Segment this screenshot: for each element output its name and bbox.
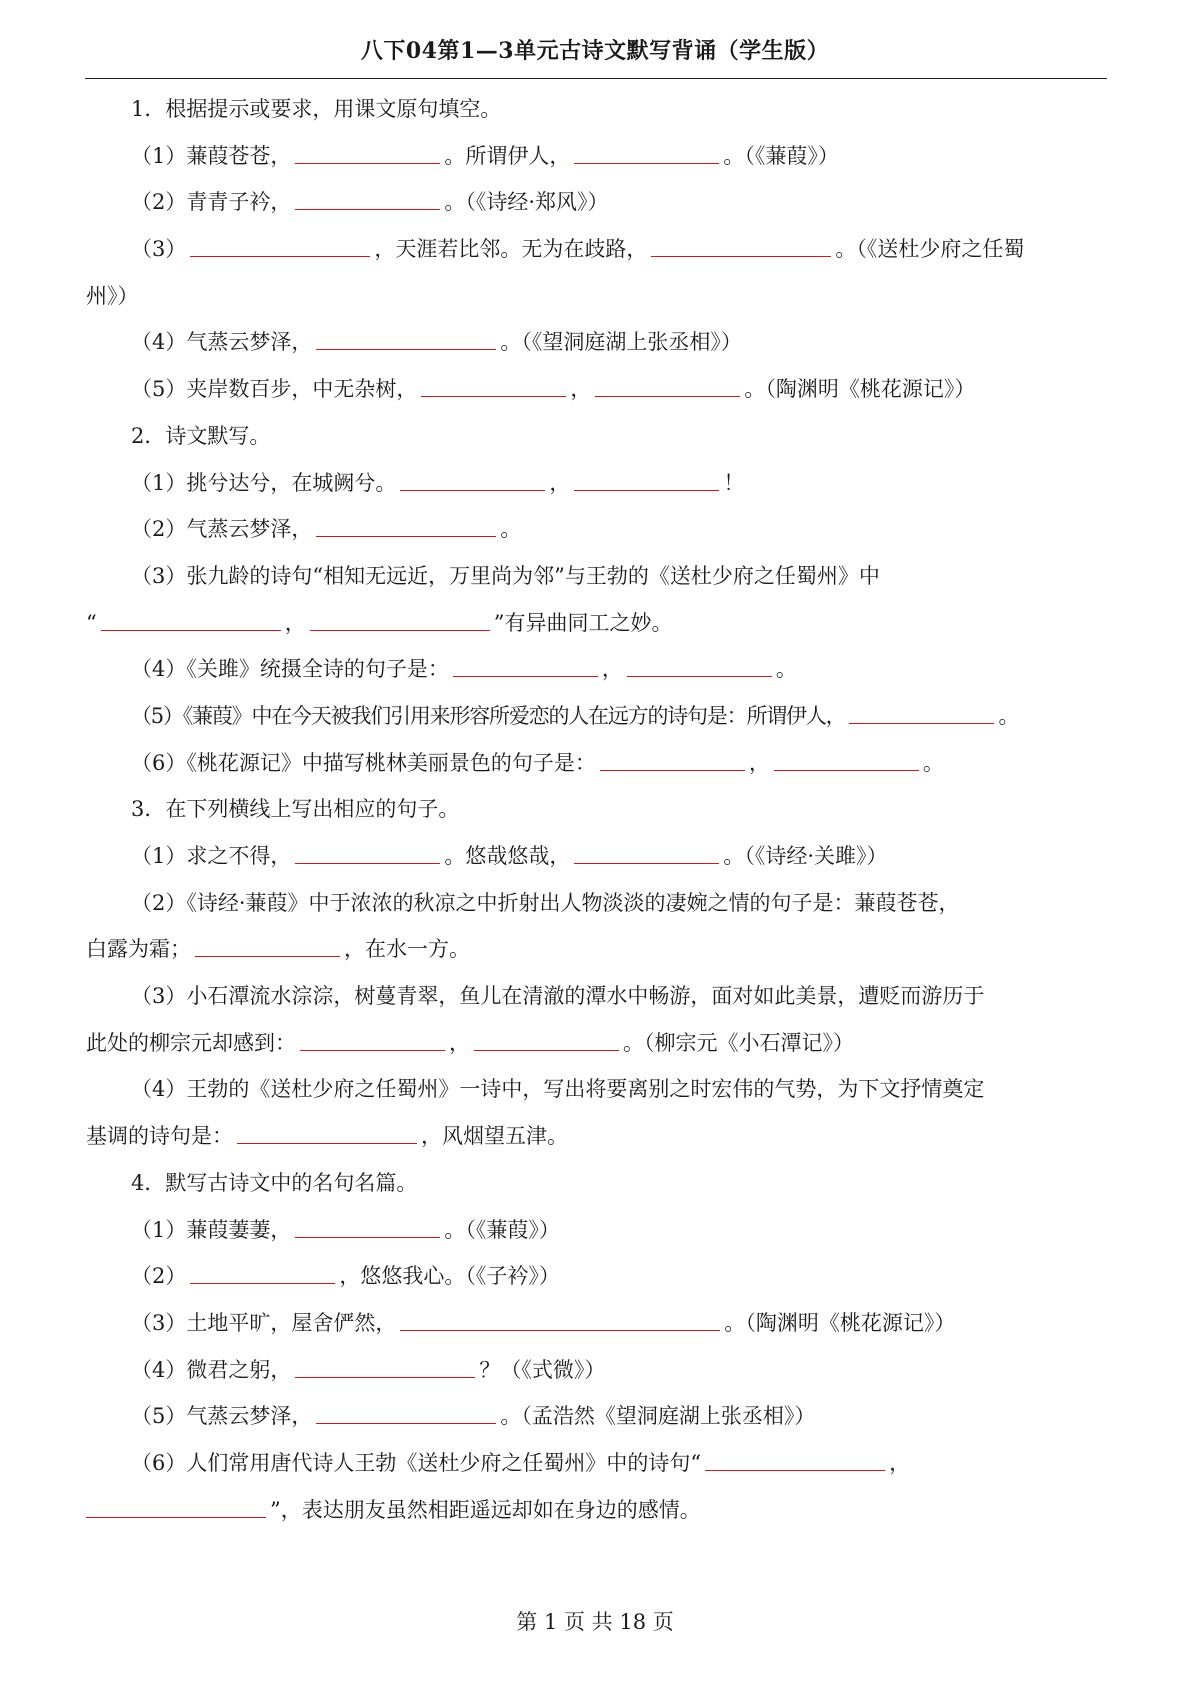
answer-blank[interactable] — [300, 1028, 445, 1051]
q2-item-3: （3）张九龄的诗句“相知无远近，万里尚为邻”与王勃的《送杜少府之任蜀州》中 — [131, 563, 880, 588]
q2-item-6: （6）《桃花源记》中描写桃林美丽景色的句子是： ， 。 — [86, 740, 1108, 787]
q3-item-3-continued: 此处的柳宗元却感到： ， 。（柳宗元《小石潭记》） — [86, 1020, 1108, 1067]
q4-item-2: （2） ，悠悠我心。（《子衿》） — [86, 1253, 1108, 1300]
answer-blank[interactable] — [574, 141, 719, 164]
q3-item-3: （3）小石潭流水淙淙，树蔓青翠，鱼儿在清澈的潭水中畅游，面对如此美景，遭贬而游历于 — [131, 984, 985, 1009]
answer-blank[interactable] — [574, 468, 719, 491]
answer-blank[interactable] — [310, 608, 490, 631]
q2-item-3-continued: “ ， ”有异曲同工之妙。 — [86, 600, 1108, 647]
answer-blank[interactable] — [600, 748, 745, 771]
answer-blank[interactable] — [574, 841, 719, 864]
q1-item-5: （5）夹岸数百步，中无杂树， ， 。（陶渊明《桃花源记》） — [86, 366, 1108, 413]
answer-blank[interactable] — [295, 1355, 475, 1378]
q4-item-3: （3）土地平旷，屋舍俨然， 。（陶渊明《桃花源记》） — [86, 1300, 1108, 1347]
answer-blank[interactable] — [316, 327, 496, 350]
answer-blank[interactable] — [190, 1261, 335, 1284]
page-title: 八下04第1—3单元古诗文默写背诵（学生版） — [360, 38, 830, 64]
answer-blank[interactable] — [295, 841, 440, 864]
answer-blank[interactable] — [237, 1121, 417, 1144]
answer-blank[interactable] — [595, 374, 740, 397]
answer-blank[interactable] — [774, 748, 919, 771]
answer-blank[interactable] — [400, 1308, 720, 1331]
answer-blank[interactable] — [195, 934, 340, 957]
answer-blank[interactable] — [295, 141, 440, 164]
answer-blank[interactable] — [316, 1401, 496, 1424]
answer-blank[interactable] — [101, 608, 281, 631]
answer-blank[interactable] — [86, 1495, 266, 1518]
q4-item-6-continued: ”，表达朋友虽然相距遥远却如在身边的感情。 — [86, 1487, 1108, 1534]
answer-blank[interactable] — [474, 1028, 619, 1051]
question-3-title: 3．在下列横线上写出相应的句子。 — [131, 797, 460, 822]
q1-item-2: （2）青青子衿， 。（《诗经·郑风》） — [86, 179, 1108, 226]
title-divider — [85, 78, 1107, 79]
answer-blank[interactable] — [705, 1448, 885, 1471]
q4-item-4: （4）微君之躬， ？（《式微》） — [86, 1347, 1108, 1394]
q4-item-1: （1）蒹葭萋萋， 。（《蒹葭》） — [86, 1207, 1108, 1254]
q2-item-2: （2）气蒸云梦泽， 。 — [86, 506, 1108, 553]
q2-item-5: （5）《蒹葭》中在今天被我们引用来形容所爱恋的人在远方的诗句是：所谓伊人， 。 — [86, 693, 1108, 740]
page-number: 第 1 页 共 18 页 — [516, 1610, 674, 1634]
q3-item-4-continued: 基调的诗句是： ，风烟望五津。 — [86, 1113, 1108, 1160]
q1-item-3: （3） ，天涯若比邻。无为在歧路， 。（《送杜少府之任蜀 — [86, 226, 1108, 273]
answer-blank[interactable] — [627, 654, 772, 677]
q1-item-3-continued: 州》） — [86, 283, 139, 308]
q3-item-2-continued: 白露为霜； ，在水一方。 — [86, 926, 1108, 973]
q2-item-4: （4）《关雎》统摄全诗的句子是： ， 。 — [86, 646, 1108, 693]
q1-item-1: （1）蒹葭苍苍， 。所谓伊人， 。（《蒹葭》） — [86, 133, 1108, 180]
q3-item-1: （1）求之不得， 。悠哉悠哉， 。（《诗经·关雎》） — [86, 833, 1108, 880]
answer-blank[interactable] — [651, 234, 831, 257]
q4-item-5: （5）气蒸云梦泽， 。（孟浩然《望洞庭湖上张丞相》） — [86, 1393, 1108, 1440]
answer-blank[interactable] — [849, 701, 994, 724]
worksheet-body — [86, 86, 1108, 1533]
q4-item-6: （6）人们常用唐代诗人王勃《送杜少府之任蜀州》中的诗句“ ， — [86, 1440, 1108, 1487]
q3-item-4: （4）王勃的《送杜少府之任蜀州》一诗中，写出将要离别之时宏伟的气势，为下文抒情奠定 — [131, 1077, 985, 1102]
answer-blank[interactable] — [400, 468, 545, 491]
question-4-title: 4．默写古诗文中的名句名篇。 — [131, 1170, 418, 1195]
answer-blank[interactable] — [316, 514, 496, 537]
answer-blank[interactable] — [295, 187, 440, 210]
answer-blank[interactable] — [453, 654, 598, 677]
answer-blank[interactable] — [295, 1215, 440, 1238]
question-2-title: 2．诗文默写。 — [131, 423, 271, 448]
q1-item-4: （4）气蒸云梦泽， 。（《望洞庭湖上张丞相》） — [86, 319, 1108, 366]
answer-blank[interactable] — [421, 374, 566, 397]
q3-item-2: （2）《诗经·蒹葭》中于浓浓的秋凉之中折射出人物淡淡的凄婉之情的句子是：蒹葭苍苍， — [131, 890, 960, 915]
q2-item-1: （1）挑兮达兮，在城阙兮。 ， ！ — [86, 460, 1108, 507]
answer-blank[interactable] — [190, 234, 370, 257]
question-1-title: 1．根据提示或要求，用课文原句填空。 — [131, 97, 502, 121]
